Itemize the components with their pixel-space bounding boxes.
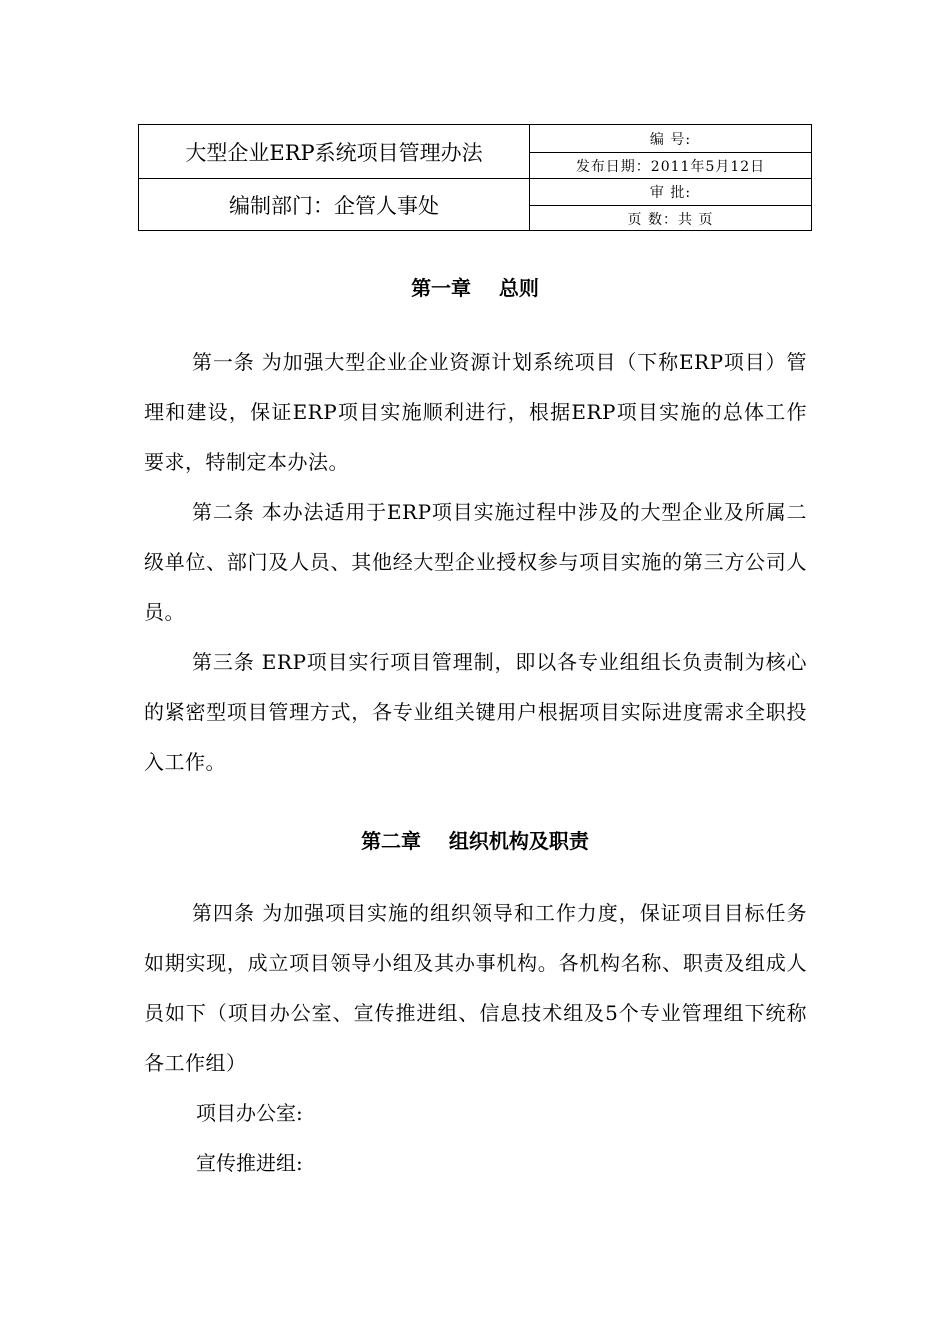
approval-label: 审 批: bbox=[649, 184, 692, 201]
pages-label: 页 数：共 页 bbox=[627, 211, 714, 228]
article-4: 第四条 为加强项目实施的组织领导和工作力度，保证项目目标任务如期实现，成立项目领导小组及其办事机构。各机构名称、职责及组成人员如下（项目办公室、宣传推进组、信息技术组及5个专业管理组下统称各工作组） bbox=[144, 901, 807, 1075]
number-label: 编 号: bbox=[649, 131, 692, 148]
document-title: 大型企业ERP系统项目管理办法 bbox=[185, 140, 483, 165]
article-3: 第三条 ERP项目实行项目管理制，即以各专业组组长负责制为核心的紧密型项目管理方式，各专业组关键用户根据项目实际进度需求全职投入工作。 bbox=[144, 650, 807, 774]
chapter-2-title: 第二章 组织机构及职责 bbox=[361, 829, 589, 853]
item-project-office: 项目办公室: bbox=[196, 1101, 303, 1125]
publish-date: 发布日期：2011年5月12日 bbox=[575, 158, 766, 175]
item-promotion-group: 宣传推进组: bbox=[196, 1151, 303, 1175]
article-2: 第二条 本办法适用于ERP项目实施过程中涉及的大型企业及所属二级单位、部门及人员、其他经大型企业授权参与项目实施的第三方公司人员。 bbox=[144, 500, 807, 624]
department-label: 编制部门：企管人事处 bbox=[229, 193, 439, 218]
chapter-1-title: 第一章 总则 bbox=[411, 276, 539, 300]
article-1: 第一条 为加强大型企业企业资源计划系统项目（下称ERP项目）管理和建设，保证ERP项目实施顺利进行，根据ERP项目实施的总体工作要求，特制定本办法。 bbox=[144, 350, 807, 474]
header-table bbox=[138, 124, 812, 231]
